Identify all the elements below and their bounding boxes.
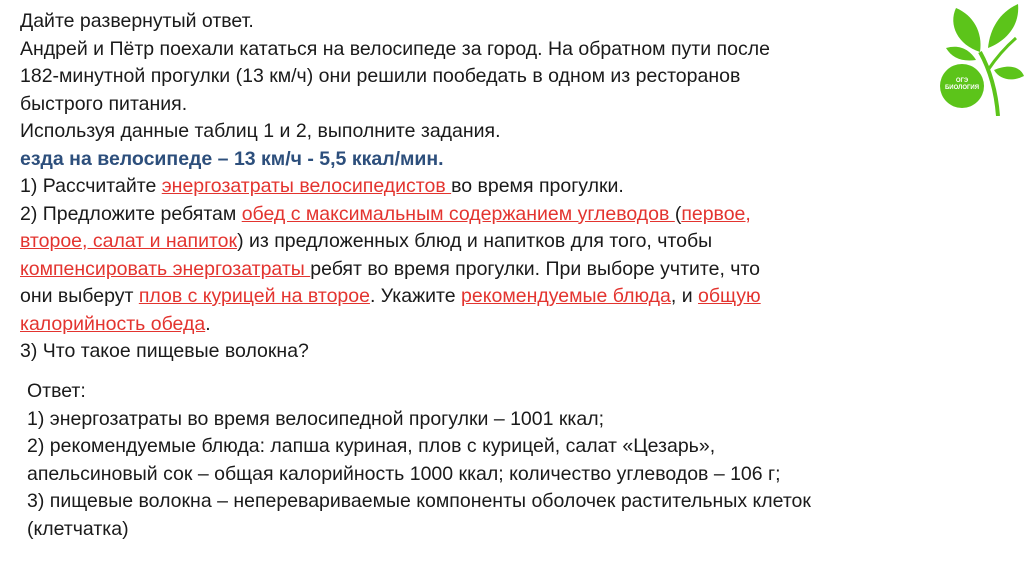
q2-text: ребят во время прогулки. При выборе учтите, что	[310, 257, 761, 280]
task-text	[20, 8, 940, 366]
answer-line: апельсиновый сок – общая калорийность 1000 ккал; количество углеводов – 106 г;	[27, 462, 781, 485]
q2-text: .	[205, 312, 211, 335]
question-2	[20, 201, 940, 229]
question-2-cont	[20, 228, 940, 256]
logo-label	[942, 78, 982, 92]
q2-underlined: общую	[698, 285, 761, 307]
q1-text: во время прогулки.	[451, 175, 624, 197]
q2-underlined: обед с максимальным содержанием углеводов	[241, 202, 675, 225]
question-2-cont	[20, 256, 940, 284]
q1-underlined: энергозатраты велосипедистов	[161, 175, 452, 197]
cycling-energy-highlight: езда на велосипеде – 13 км/ч - 5,5 ккал/мин.	[20, 147, 444, 170]
q2-underlined: калорийность обеда	[20, 312, 206, 335]
q2-underlined: второе, салат и напиток	[20, 230, 238, 252]
answer-line: 2) рекомендуемые блюда: лапша куриная, плов с курицей, салат «Цезарь»,	[27, 435, 716, 457]
task-instruction: Дайте развернутый ответ.	[20, 10, 254, 32]
answer-line: 3) пищевые волокна – неперевариваемые компоненты оболочек растительных клеток	[27, 490, 811, 512]
task-paragraph-line: Используя данные таблиц 1 и 2, выполните задания.	[20, 120, 501, 142]
answer-block	[27, 378, 987, 543]
q2-text: 2) Предложите ребятам	[20, 202, 242, 225]
answer-title: Ответ:	[27, 380, 86, 402]
q1-text: 1) Рассчитайте	[20, 175, 162, 197]
q2-text: ) из предложенных блюд и напитков для того, чтобы	[237, 230, 713, 252]
q2-text: (	[674, 202, 682, 225]
q2-text: . Укажите	[369, 285, 462, 307]
task-paragraph-line: Андрей и Пётр поехали кататься на велосипеде за город. На обратном пути после	[20, 37, 770, 60]
question-1	[20, 173, 940, 201]
question-3: 3) Что такое пищевые волокна?	[20, 340, 309, 362]
q2-underlined: рекомендуемые блюда	[461, 285, 671, 307]
logo-text: ОГЭ	[955, 78, 969, 84]
q2-underlined: компенсировать энергозатраты	[20, 257, 311, 280]
q2-text: они выберут	[20, 285, 139, 307]
question-2-cont	[20, 283, 940, 311]
q2-text: , и	[670, 285, 699, 307]
answer-line: (клетчатка)	[27, 517, 129, 540]
logo-text: БИОЛОГИЯ	[944, 85, 980, 91]
biology-logo-icon	[928, 0, 1024, 116]
question-2-cont	[20, 311, 940, 339]
task-paragraph-line: быстрого питания.	[20, 92, 188, 115]
answer-line: 1) энергозатраты во время велосипедной прогулки – 1001 ккал;	[27, 407, 605, 430]
task-paragraph-line: 182-минутной прогулки (13 км/ч) они решили пообедать в одном из ресторанов	[20, 65, 741, 87]
q2-underlined: первое,	[681, 202, 751, 225]
q2-underlined: плов с курицей на второе	[138, 285, 370, 307]
